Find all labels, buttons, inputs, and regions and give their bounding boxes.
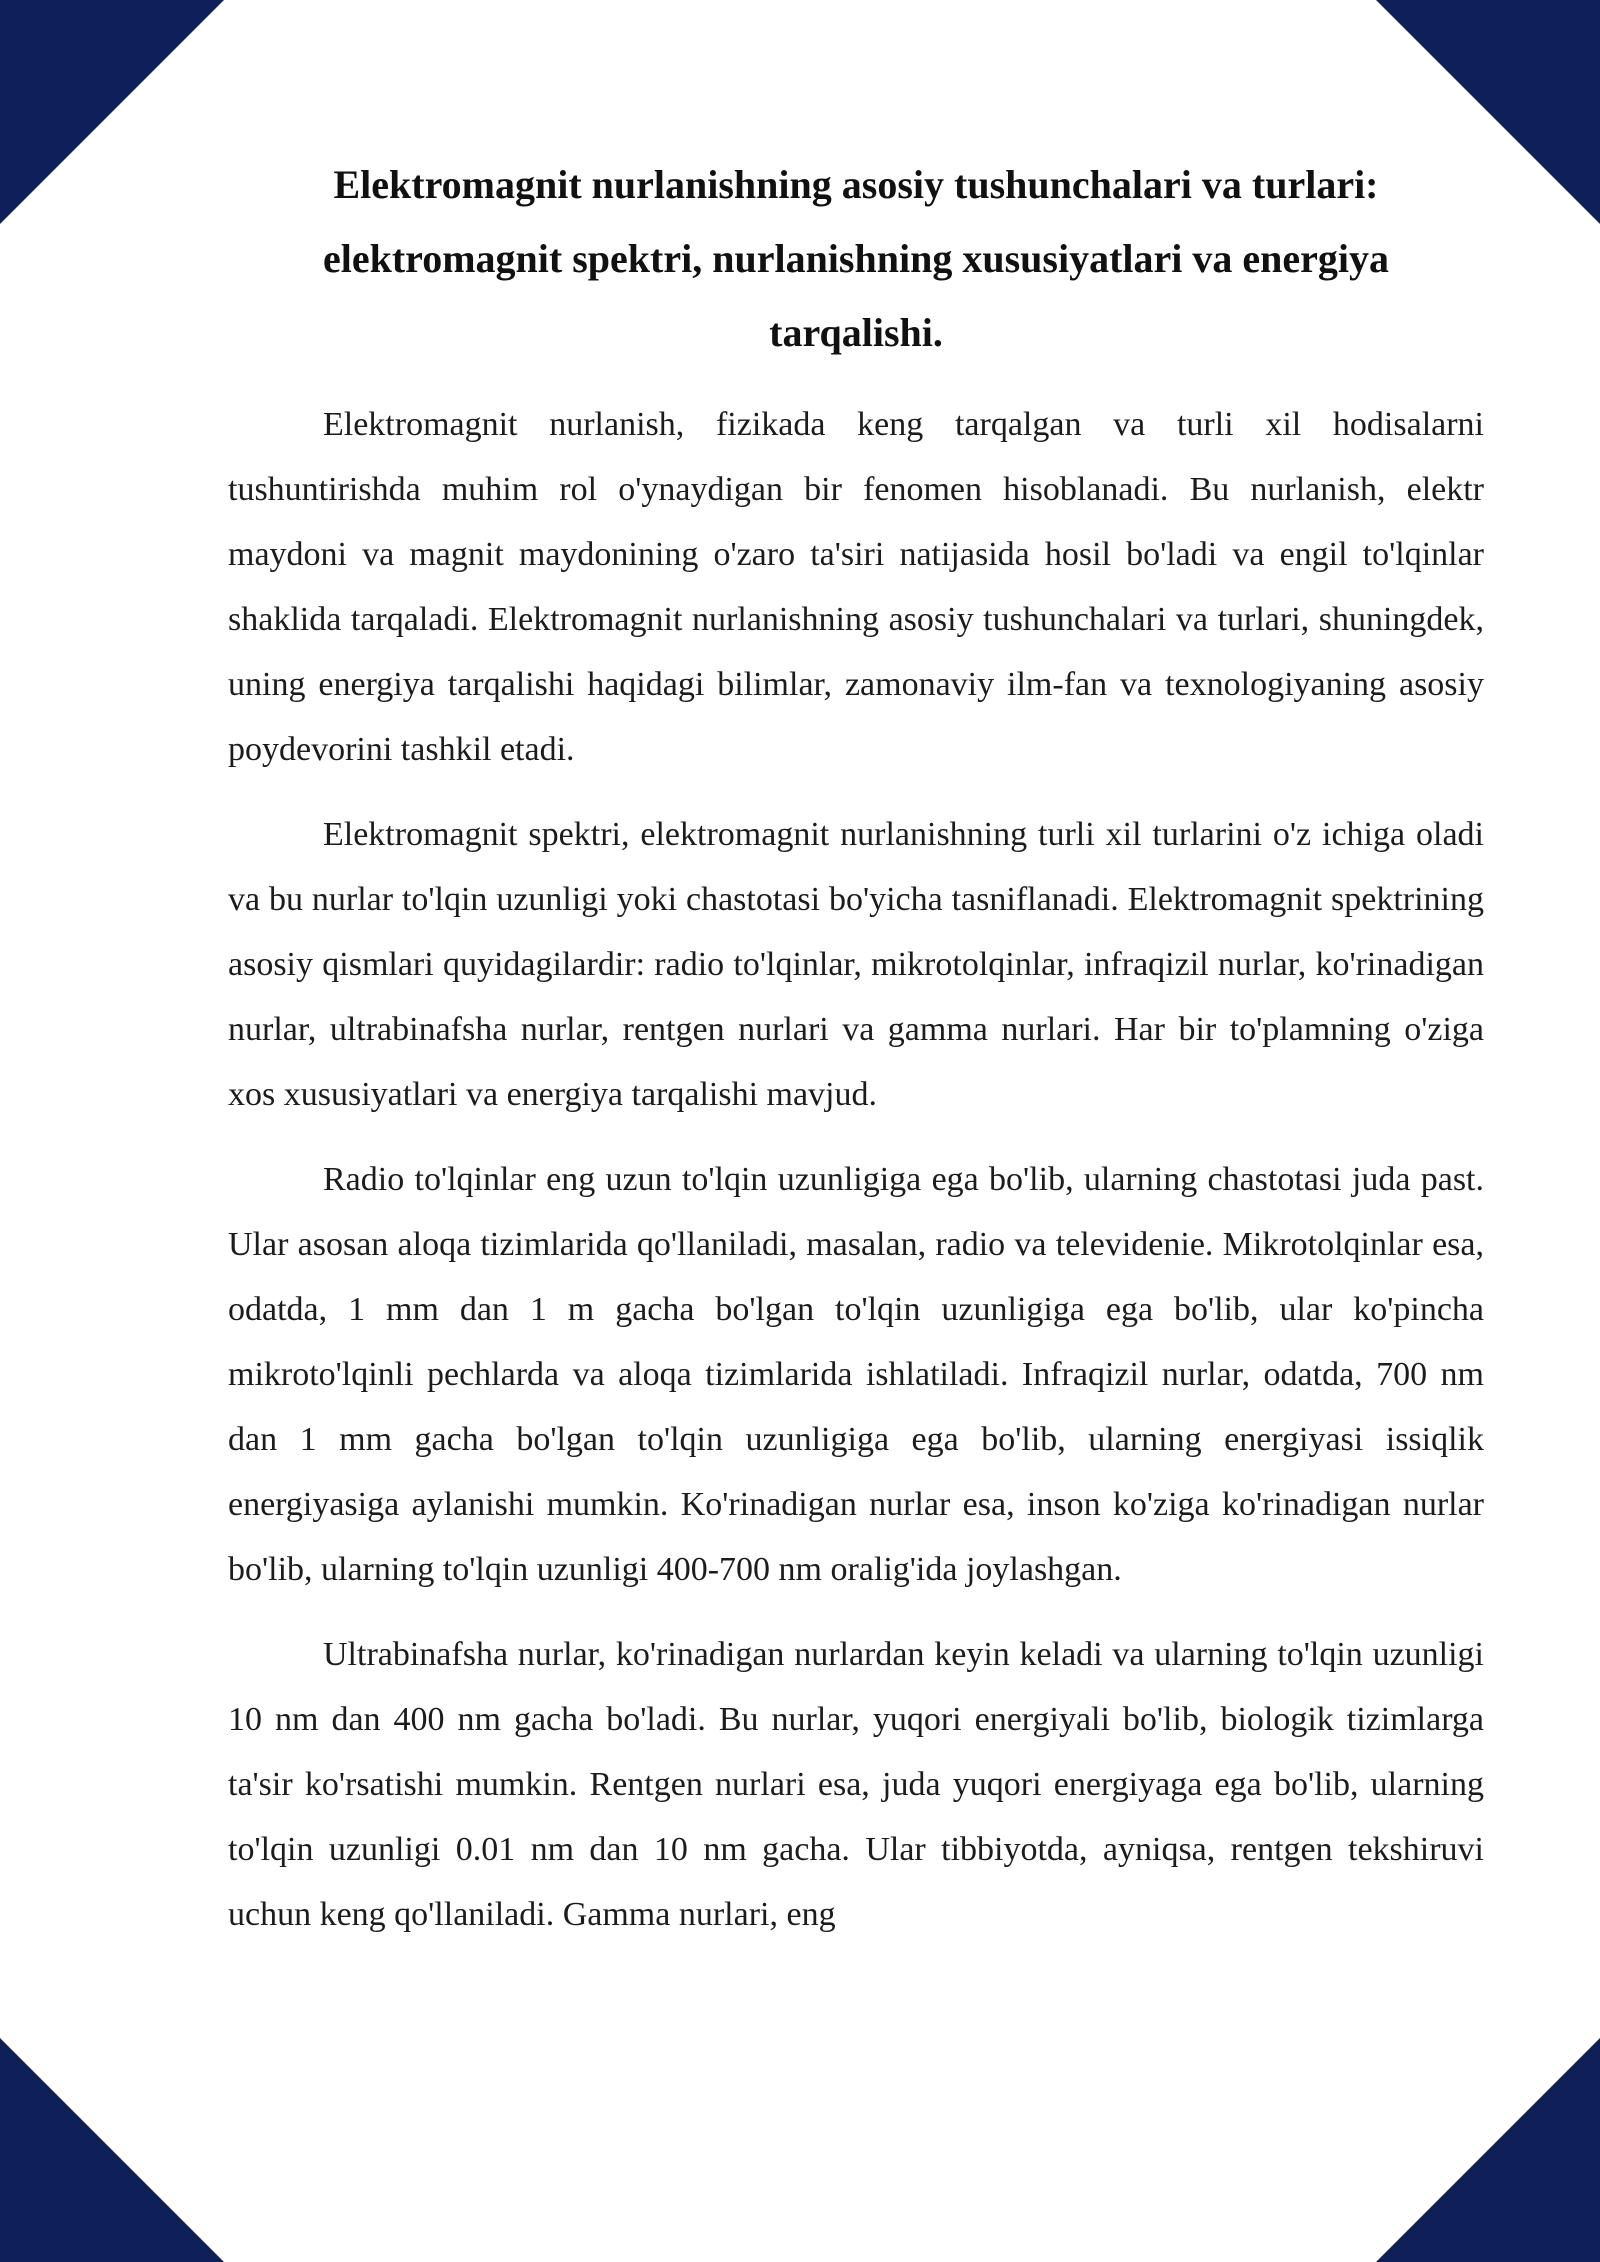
corner-decoration-bottom-right bbox=[1376, 2038, 1600, 2262]
paragraph-radio-microwave-infrared: Radio to'lqinlar eng uzun to'lqin uzunligiga ega bo'lib, ularning chastotasi juda past. Ular asosan aloqa tizimlarida qo'llaniladi, masalan, radio va televidenie. Mikrotolqinlar esa, odatda, 1 mm dan 1 m gacha bo'lgan to'lqin uzunligiga ega bo'lib, ular ko'pincha mikroto'lqinli pechlarda va aloqa tizimlarida ishlatiladi. Infraqizil nurlar, odatda, 700 nm dan 1 mm gacha bo'lgan to'lqin uzunligiga ega bo'lib, ularning energiyasi issiqlik energiyasiga aylanishi mumkin. Ko'rinadigan nurlar esa, inson ko'ziga ko'rinadigan nurlar bo'lib, ularning to'lqin uzunligi 400-700 nm oralig'ida joylashgan. bbox=[228, 1161, 1484, 1588]
paragraph-spectrum: Elektromagnit spektri, elektromagnit nurlanishning turli xil turlarini o'z ichiga oladi va bu nurlar to'lqin uzunligi yoki chastotasi bo'yicha tasniflanadi. Elektromagnit spektrining asosiy qismlari quyidagilardir: radio to'lqinlar, mikrotolqinlar, infraqizil nurlar, ko'rinadigan nurlar, ultrabinafsha nurlar, rentgen nurlari va gamma nurlari. Har bir to'plamning o'ziga xos xususiyatlari va energiya tarqalishi mavjud. bbox=[228, 816, 1484, 1113]
document-title: Elektromagnit nurlanishning asosiy tushunchalari va turlari: elektromagnit spektri, nurlanishning xususiyatlari va energiya tarqalishi. bbox=[322, 162, 1389, 355]
paragraph-intro: Elektromagnit nurlanish, fizikada keng tarqalgan va turli xil hodisalarni tushuntirishda muhim rol o'ynaydigan bir fenomen hisoblanadi. Bu nurlanish, elektr maydoni va magnit maydonining o'zaro ta'siri natijasida hosil bo'ladi va engil to'lqinlar shaklida tarqaladi. Elektromagnit nurlanishning asosiy tushunchalari va turlari, shuningdek, uning energiya tarqalishi haqidagi bilimlar, zamonaviy ilm-fan va texnologiyaning asosiy poydevorini tashkil etadi. bbox=[228, 406, 1484, 768]
document-page bbox=[228, 148, 1484, 1947]
paragraph-ultraviolet-xray-gamma: Ultrabinafsha nurlar, ko'rinadigan nurlardan keyin keladi va ularning to'lqin uzunligi 10 nm dan 400 nm gacha bo'ladi. Bu nurlar, yuqori energiyali bo'lib, biologik tizimlarga ta'sir ko'rsatishi mumkin. Rentgen nurlari esa, juda yuqori energiyaga ega bo'lib, ularning to'lqin uzunligi 0.01 nm dan 10 nm gacha. Ular tibbiyotda, ayniqsa, rentgen tekshiruvi uchun keng qo'llaniladi. Gamma nurlari, eng bbox=[228, 1636, 1484, 1933]
corner-decoration-bottom-left bbox=[0, 2038, 224, 2262]
corner-decoration-top-left bbox=[0, 0, 224, 224]
